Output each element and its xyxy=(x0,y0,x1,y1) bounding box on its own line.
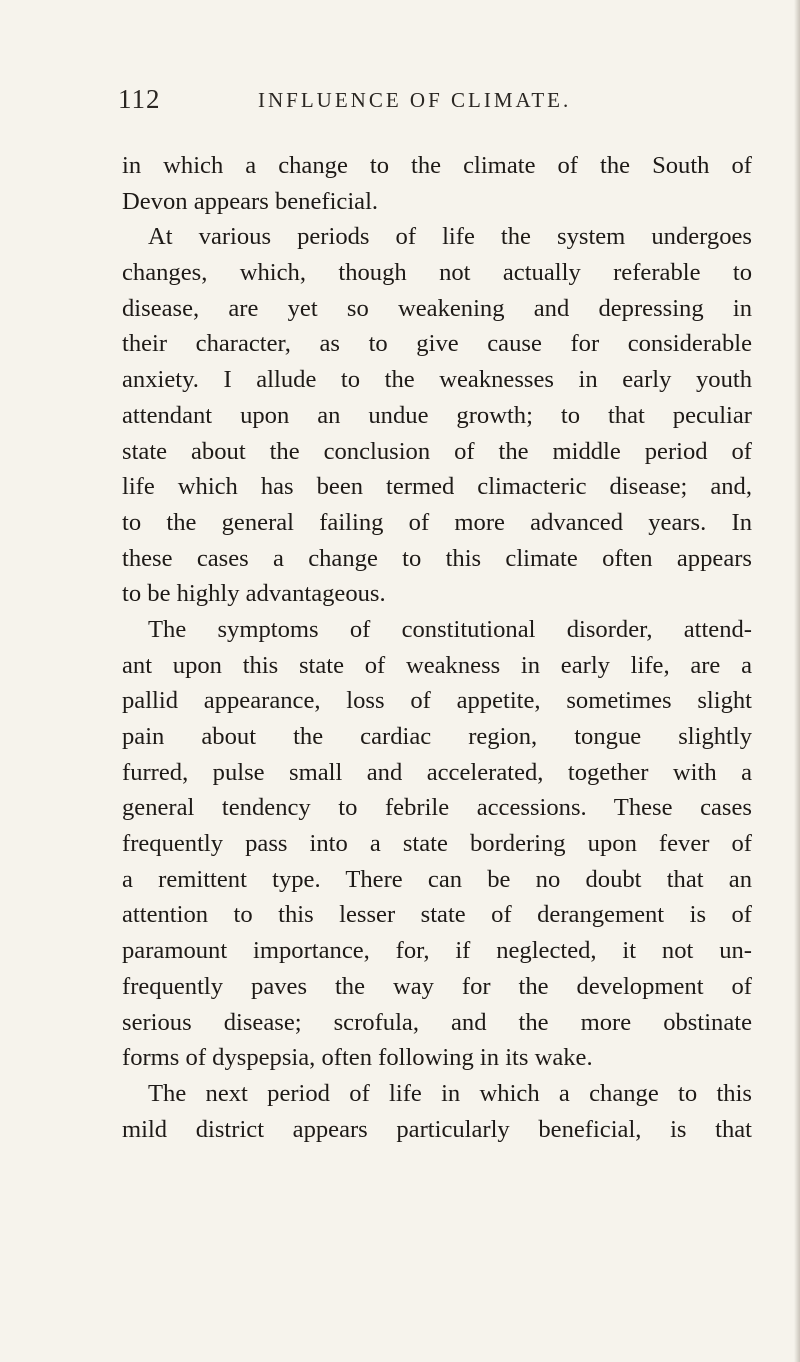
text-line: in which a change to the climate of the South of xyxy=(122,152,752,179)
text-line: pain about the cardiac region, tongue slightly xyxy=(122,723,752,750)
page-number: 112 xyxy=(118,84,161,114)
text-line: attention to this lesser state of derangement is of xyxy=(122,901,752,929)
text-line: serious disease; scrofula, and the more obstinate xyxy=(122,1008,752,1036)
text-line: a remittent type. There can be no doubt that an xyxy=(122,865,752,893)
text-line: pallid appearance, loss of appetite, sometimes slight xyxy=(122,687,752,715)
text-line: to be highly advantageous. xyxy=(122,580,386,608)
text-line: Devon appears beneficial. xyxy=(122,187,379,215)
text-line: At various periods of life the system undergoes xyxy=(148,223,752,251)
text-line: state about the conclusion of the middle period of xyxy=(122,437,752,465)
page-edge-shadow xyxy=(794,0,800,1362)
text-line: furred, pulse small and accelerated, together with a xyxy=(122,758,752,786)
text-line: The next period of life in which a change to this xyxy=(148,1079,752,1107)
text-line: to the general failing of more advanced years. In xyxy=(122,508,752,536)
text-line: frequently pass into a state bordering upon fever of xyxy=(122,830,752,858)
text-line: changes, which, though not actually referable to xyxy=(122,259,752,287)
text-line: these cases a change to this climate often appears xyxy=(122,544,752,572)
text-line: mild district appears particularly beneficial, is that xyxy=(122,1115,752,1143)
text-line: their character, as to give cause for considerable xyxy=(122,330,752,358)
body-text xyxy=(122,148,752,1147)
running-title: INFLUENCE OF CLIMATE. xyxy=(258,88,572,112)
text-line: general tendency to febrile accessions. These cases xyxy=(122,794,752,822)
text-line: paramount importance, for, if neglected, it not un- xyxy=(122,937,752,965)
text-line: The symptoms of constitutional disorder, attend- xyxy=(148,615,752,643)
text-line: attendant upon an undue growth; to that peculiar xyxy=(122,401,752,429)
text-line: disease, are yet so weakening and depressing in xyxy=(122,294,752,322)
text-line: ant upon this state of weakness in early life, are a xyxy=(122,651,752,679)
text-line: forms of dyspepsia, often following in its wake. xyxy=(122,1044,593,1072)
text-line: life which has been termed climacteric disease; and, xyxy=(122,473,752,501)
text-line: anxiety. I allude to the weaknesses in early youth xyxy=(122,366,752,394)
text-line: frequently paves the way for the development of xyxy=(122,972,752,1000)
